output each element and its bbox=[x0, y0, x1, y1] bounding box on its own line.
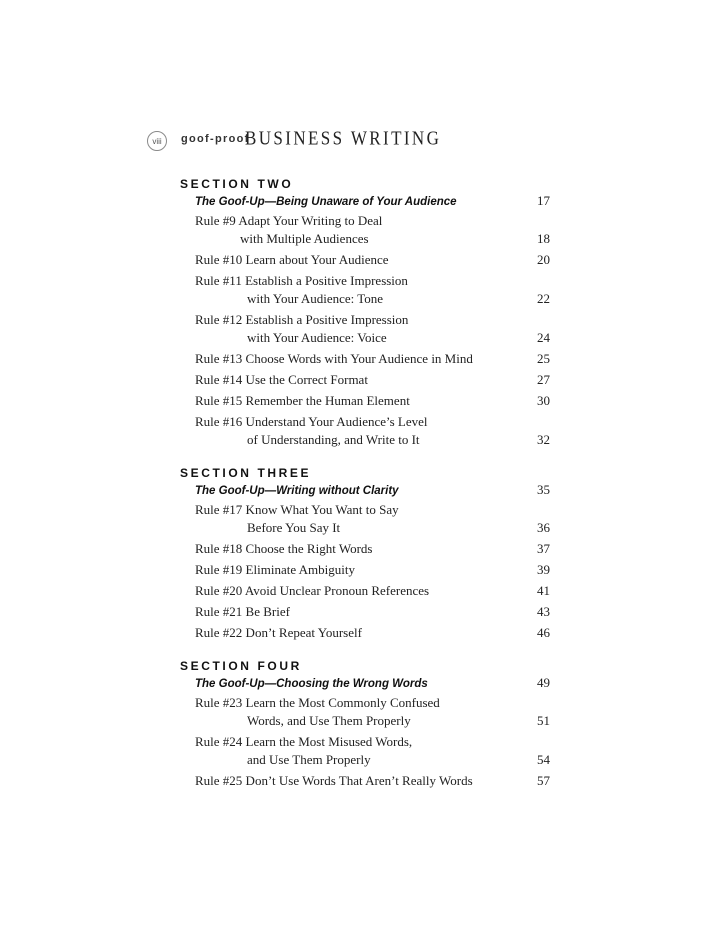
rule-entry bbox=[195, 540, 550, 558]
rule-entry bbox=[195, 413, 550, 449]
rule-title-cont: of Understanding, and Write to It bbox=[247, 432, 420, 447]
page-ref: 39 bbox=[537, 562, 550, 577]
page-ref: 43 bbox=[537, 604, 550, 619]
rule-title-cont: Before You Say It bbox=[247, 520, 341, 535]
rule-entry bbox=[195, 311, 550, 347]
rule-entry bbox=[195, 501, 550, 537]
page-ref: 46 bbox=[537, 625, 550, 640]
rule-title: Rule #25 Don’t Use Words That Aren’t Really Words bbox=[195, 773, 473, 788]
rule-entry bbox=[195, 561, 550, 579]
page-ref: 25 bbox=[537, 351, 550, 366]
page-ref: 22 bbox=[537, 291, 550, 306]
rule-entry bbox=[195, 272, 550, 308]
rule-entry bbox=[195, 582, 550, 600]
rule-title: Rule #14 Use the Correct Format bbox=[195, 372, 368, 387]
rule-entry bbox=[195, 624, 550, 642]
page-ref: 20 bbox=[537, 252, 550, 267]
page-ref: 36 bbox=[537, 520, 550, 535]
rule-entry bbox=[195, 392, 550, 410]
page-ref: 49 bbox=[537, 675, 550, 690]
rule-title: Rule #11 Establish a Positive Impression bbox=[195, 273, 408, 288]
section-title: SECTION TWO bbox=[180, 177, 294, 191]
rule-title: Rule #16 Understand Your Audience’s Level bbox=[195, 414, 428, 429]
goofup-title: The Goof-Up—Being Unaware of Your Audience bbox=[195, 196, 457, 208]
page-ref: 54 bbox=[537, 752, 550, 767]
rule-entry bbox=[195, 251, 550, 269]
page-ref: 51 bbox=[537, 713, 550, 728]
page-ref: 24 bbox=[537, 330, 550, 345]
page-ref: 32 bbox=[537, 432, 550, 447]
rule-entry bbox=[195, 371, 550, 389]
rule-entry bbox=[195, 694, 550, 730]
rule-entry bbox=[195, 212, 550, 248]
rule-title-cont: and Use Them Properly bbox=[247, 752, 371, 767]
rule-title: Rule #17 Know What You Want to Say bbox=[195, 502, 399, 517]
goofup-entry bbox=[195, 481, 550, 499]
running-header bbox=[0, 127, 728, 155]
rule-title: Rule #18 Choose the Right Words bbox=[195, 541, 373, 556]
goofup-title: The Goof-Up—Choosing the Wrong Words bbox=[195, 678, 428, 690]
rule-title: Rule #20 Avoid Unclear Pronoun References bbox=[195, 583, 430, 598]
page-ref: 30 bbox=[537, 393, 550, 408]
goofup-entry bbox=[195, 674, 550, 692]
rule-title-cont: with Your Audience: Tone bbox=[247, 291, 384, 306]
rule-entry bbox=[195, 603, 550, 621]
rule-entry bbox=[195, 350, 550, 368]
goofup-entry bbox=[195, 192, 550, 210]
page-ref: 17 bbox=[537, 193, 550, 208]
rule-entry bbox=[195, 772, 550, 790]
rule-title: Rule #9 Adapt Your Writing to Deal bbox=[195, 213, 383, 228]
rule-title-cont: with Multiple Audiences bbox=[240, 231, 369, 246]
rule-title: Rule #21 Be Brief bbox=[195, 604, 290, 619]
running-head-series: goof-proof bbox=[181, 133, 250, 145]
toc-section bbox=[180, 658, 550, 790]
goofup-title: The Goof-Up—Writing without Clarity bbox=[195, 485, 399, 497]
section-title: SECTION THREE bbox=[180, 466, 312, 480]
page-ref: 57 bbox=[537, 773, 550, 788]
rule-title: Rule #15 Remember the Human Element bbox=[195, 393, 410, 408]
rule-title: Rule #12 Establish a Positive Impression bbox=[195, 312, 409, 327]
page-ref: 41 bbox=[537, 583, 550, 598]
rule-title-cont: Words, and Use Them Properly bbox=[247, 713, 411, 728]
page-ref: 18 bbox=[537, 231, 550, 246]
rule-title: Rule #19 Eliminate Ambiguity bbox=[195, 562, 355, 577]
page-number: viii bbox=[147, 131, 167, 151]
rule-entry bbox=[195, 733, 550, 769]
page-ref: 37 bbox=[537, 541, 550, 556]
rule-title: Rule #22 Don’t Repeat Yourself bbox=[195, 625, 362, 640]
rule-title: Rule #24 Learn the Most Misused Words, bbox=[195, 734, 413, 749]
rule-title: Rule #23 Learn the Most Commonly Confused bbox=[195, 695, 440, 710]
running-head-title: BUSINESS WRITING bbox=[245, 127, 442, 149]
rule-title: Rule #10 Learn about Your Audience bbox=[195, 252, 389, 267]
page-ref: 35 bbox=[537, 482, 550, 497]
table-of-contents bbox=[180, 176, 550, 806]
section-title: SECTION FOUR bbox=[180, 659, 302, 673]
rule-title-cont: with Your Audience: Voice bbox=[247, 330, 387, 345]
toc-section bbox=[180, 176, 550, 449]
toc-section bbox=[180, 465, 550, 642]
page-ref: 27 bbox=[537, 372, 550, 387]
rule-title: Rule #13 Choose Words with Your Audience in Mind bbox=[195, 351, 473, 366]
